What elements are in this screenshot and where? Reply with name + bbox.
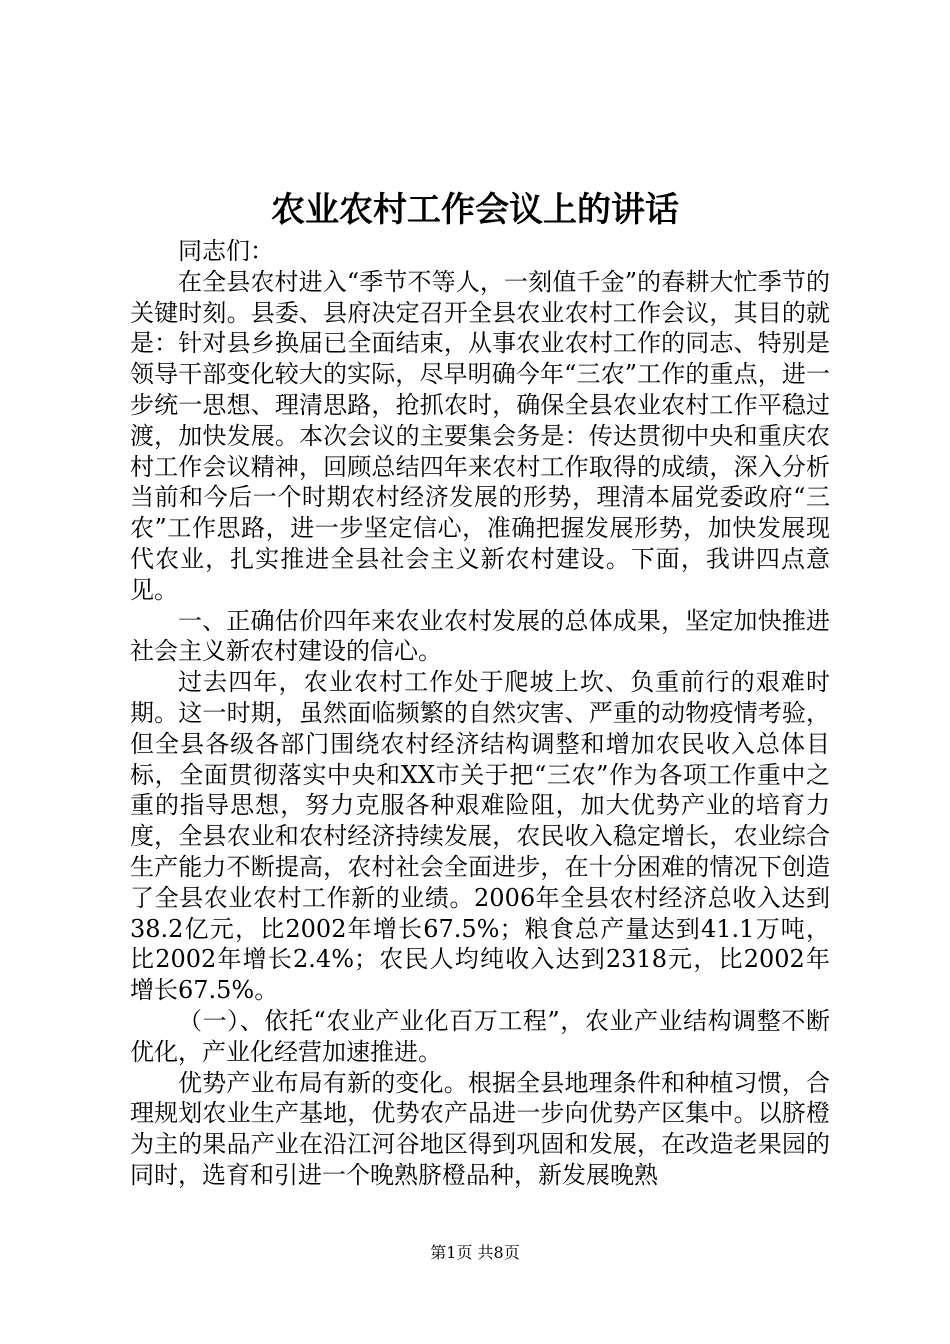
paragraph-subsection-heading: （一）、依托“农业产业化百万工程”，农业产业结构调整不断优化，产业化经营加速推进。: [130, 1006, 830, 1066]
paragraph-intro: 在全县农村进入“季节不等人，一刻值千金”的春耕大忙季节的关键时刻。县委、县府决定召开全县农业农村工作会议，其目的就是：针对县乡换届已全面结束，从事农业农村工作的同志、特别是领导干部变化较大的实际，尽早明确今年“三农”工作的重点，进一步统一思想、理清思路，抢抓农时，确保全县农业农村工作平稳过渡，加快发展。本次会议的主要集会务是：传达贯彻中央和重庆农村工作会议精神，回顾总结四年来农村工作取得的成绩，深入分析当前和今后一个时期农村经济发展的形势，理清本届党委政府“三农”工作思路，进一步坚定信心，准确把握发展形势，加快发展现代农业，扎实推进全县社会主义新农村建设。下面，我讲四点意见。: [130, 267, 830, 604]
paragraph-section-heading: 一、正确估价四年来农业农村发展的总体成果，坚定加快推进社会主义新农村建设的信心。: [130, 606, 830, 666]
document-body: [130, 236, 830, 1191]
paragraph-industry-layout: 优势产业布局有新的变化。根据全县地理条件和种植习惯，合理规划农业生产基地，优势农产品进一步向优势产区集中。以脐橙为主的果品产业在沿江河谷地区得到巩固和发展，在改造老果园的同时，选育和引进一个晚熟脐橙品种，新发展晚熟: [130, 1068, 830, 1189]
paragraph-salutation: 同志们：: [178, 237, 274, 265]
document-title: 农业农村工作会议上的讲话: [271, 190, 679, 230]
page-number-footer: 第1页 共8页: [430, 1243, 520, 1262]
paragraph-review: 过去四年，农业农村工作处于爬坡上坎、负重前行的艰难时期。这一时期，虽然面临频繁的自然灾害、严重的动物疫情考验，但全县各级各部门围绕农村经济结构调整和增加农民收入总体目标，全面贯彻落实中央和XX市关于把“三农”作为各项工作重中之重的指导思想，努力克服各种艰难险阻，加大优势产业的培育力度，全县农业和农村经济持续发展，农民收入稳定增长，农业综合生产能力不断提高，农村社会全面进步，在十分困难的情况下创造了全县农业农村工作新的业绩。2006年全县农村经济总收入达到38.2亿元，比2002年增长67.5%；粮食总产量达到41.1万吨，比2002年增长2.4%；农民人均纯收入达到2318元，比2002年增长67.5%。: [130, 668, 830, 1005]
